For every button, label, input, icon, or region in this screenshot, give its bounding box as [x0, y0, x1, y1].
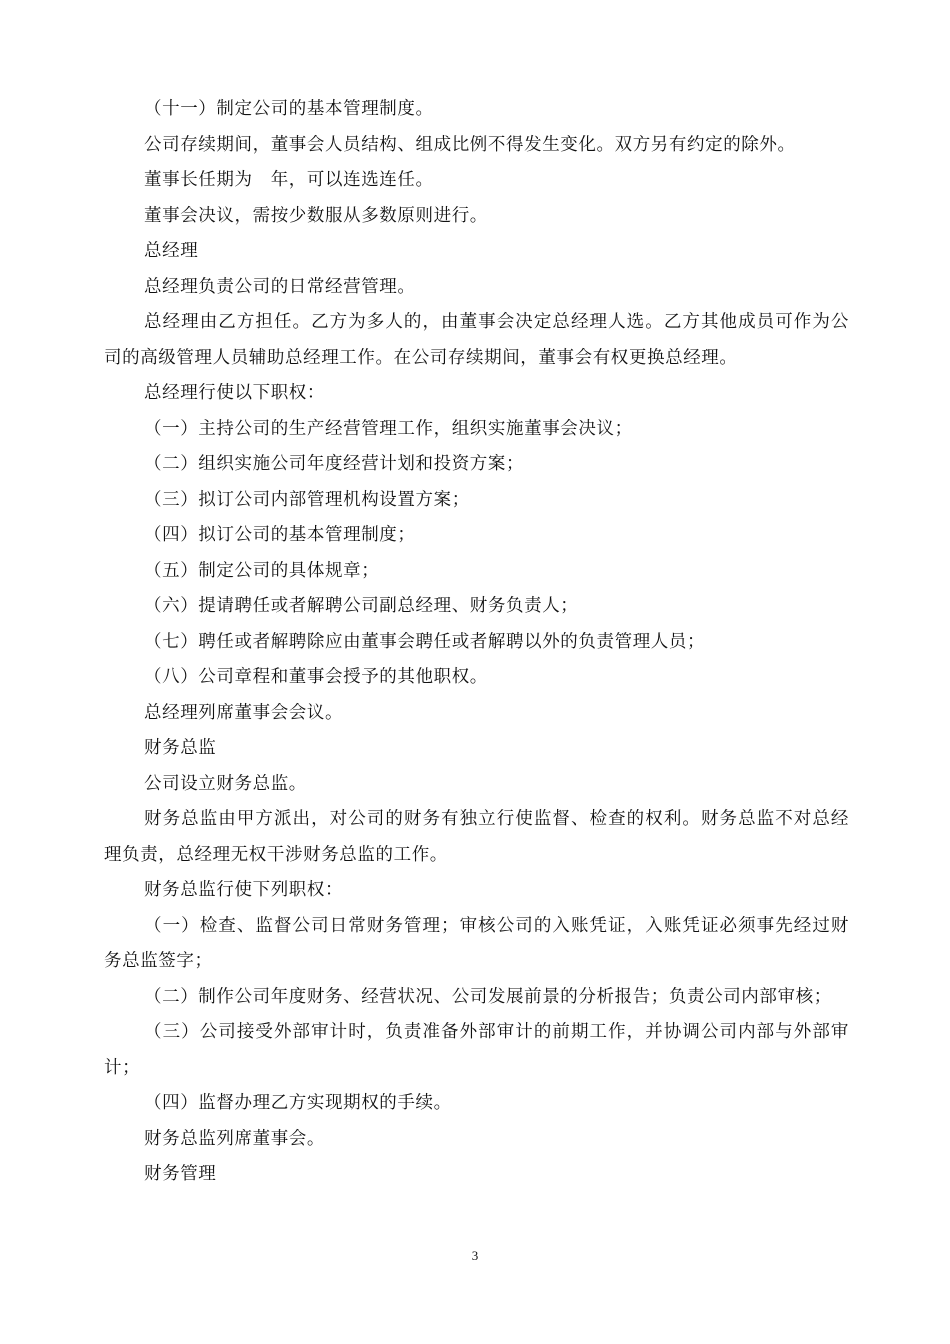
paragraph: 总经理行使以下职权：	[144, 383, 325, 403]
list-item: （二）制作公司年度财务、经营状况、公司发展前景的分析报告；负责公司内部审核；	[144, 986, 832, 1007]
list-item: （一）主持公司的生产经营管理工作，组织实施董事会决议；	[144, 418, 633, 439]
list-item: （六）提请聘任或者解聘公司副总经理、财务负责人；	[144, 596, 579, 616]
paragraph: 总经理列席董事会会议。	[144, 702, 344, 723]
paragraph: 公司存续期间，董事会人员结构、组成比例不得发生变化。双方另有约定的除外。	[144, 134, 796, 155]
section-heading: 财务总监	[144, 738, 217, 758]
paragraph: 公司设立财务总监。	[144, 773, 307, 794]
page-number: 3	[471, 1248, 479, 1263]
paragraph: （十一）制定公司的基本管理制度。	[144, 99, 434, 119]
list-item: （八）公司章程和董事会授予的其他职权。	[144, 667, 488, 687]
paragraph: 总经理负责公司的日常经营管理。	[144, 276, 416, 297]
list-item: （四）拟订公司的基本管理制度；	[144, 525, 416, 545]
paragraph: 财务总监由甲方派出，对公司的财务有独立行使监督、检查的权利。财务总监不对总经理负责，总经理无权干涉财务总监的工作。	[104, 809, 849, 865]
document-body	[104, 92, 849, 1193]
list-item: （二）组织实施公司年度经营计划和投资方案；	[144, 454, 525, 474]
paragraph: 财务总监行使下列职权：	[144, 880, 344, 900]
list-item: （三）拟订公司内部管理机构设置方案；	[144, 489, 470, 510]
paragraph: 财务总监列席董事会。	[144, 1128, 325, 1149]
paragraph: 董事会决议，需按少数服从多数原则进行。	[144, 205, 488, 226]
section-heading: 总经理	[144, 241, 199, 261]
list-item: （一）检查、监督公司日常财务管理；审核公司的入账凭证，入账凭证必须事先经过财务总监签字；	[104, 915, 849, 971]
list-item: （七）聘任或者解聘除应由董事会聘任或者解聘以外的负责管理人员；	[144, 631, 706, 652]
section-heading: 财务管理	[144, 1164, 217, 1184]
paragraph: 董事长任期为 年，可以连选连任。	[144, 170, 434, 190]
list-item: （五）制定公司的具体规章；	[144, 560, 380, 581]
paragraph: 总经理由乙方担任。乙方为多人的，由董事会决定总经理人选。乙方其他成员可作为公司的高级管理人员辅助总经理工作。在公司存续期间，董事会有权更换总经理。	[104, 312, 849, 368]
list-item: （四）监督办理乙方实现期权的手续。	[144, 1093, 452, 1113]
list-item: （三）公司接受外部审计时，负责准备外部审计的前期工作，并协调公司内部与外部审计；	[104, 1022, 849, 1078]
